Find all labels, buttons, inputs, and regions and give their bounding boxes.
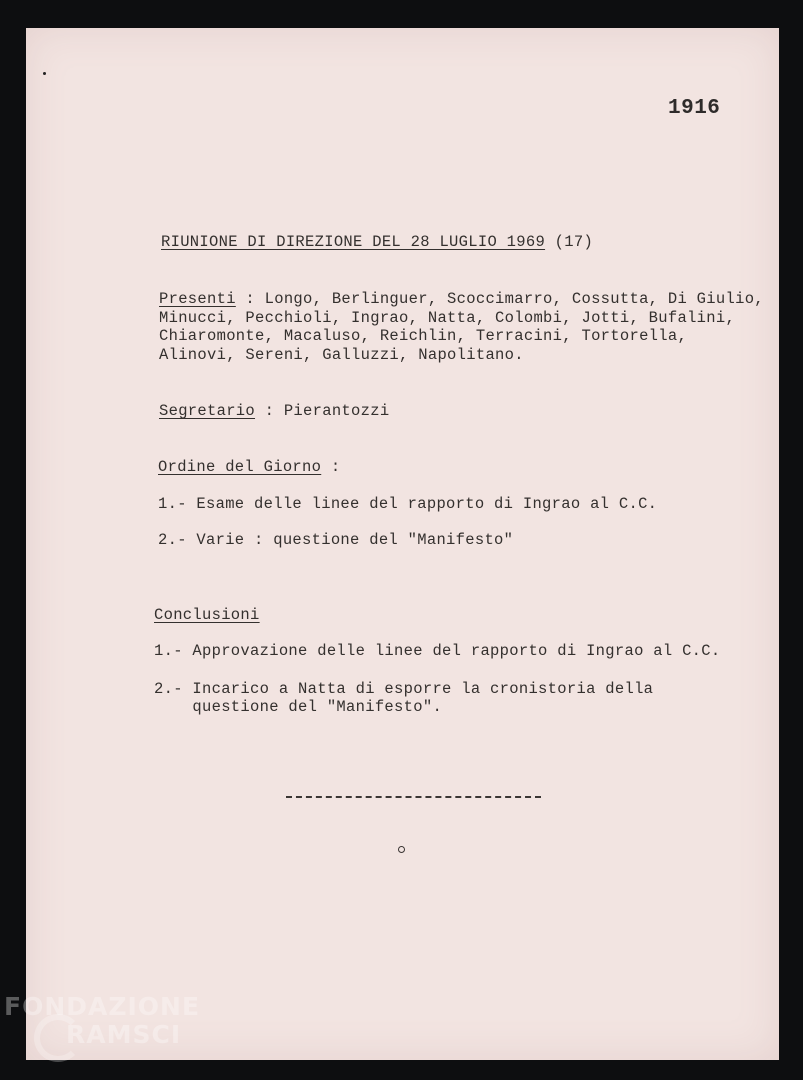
meeting-title-text: RIUNIONE DI DIREZIONE DEL 28 LUGLIO 1969 — [161, 233, 546, 251]
conclusioni-label: Conclusioni — [154, 606, 260, 624]
dashed-separator — [286, 796, 541, 798]
ordine-item-2: 2.- Varie : questione del "Manifesto" — [158, 531, 514, 549]
ordine-item-1: 1.- Esame delle linee del rapporto di Ingrao al C.C. — [158, 495, 658, 513]
presenti-label: Presenti — [159, 290, 236, 308]
presenti-line-1 — [159, 290, 764, 308]
presenti-line-2: Minucci, Pecchioli, Ingrao, Natta, Colombi, Jotti, Bufalini, — [159, 309, 736, 327]
meeting-title — [161, 233, 593, 251]
conclusioni-item-2-line-1: 2.- Incarico a Natta di esporre la cronistoria della — [154, 680, 654, 698]
presenti-line-3: Chiaromonte, Macaluso, Reichlin, Terracini, Tortorella, — [159, 327, 688, 345]
segretario-line — [159, 402, 389, 420]
ordine-heading — [158, 458, 340, 476]
page-number: 1916 — [668, 97, 721, 120]
presenti-line-4: Alinovi, Sereni, Galluzzi, Napolitano. — [159, 346, 524, 364]
ordine-label: Ordine del Giorno — [158, 458, 322, 476]
speck-mark — [43, 72, 46, 75]
meeting-number: (17) — [554, 233, 594, 251]
segretario-label: Segretario — [159, 402, 256, 420]
watermark-line-2: RAMSCI — [66, 1020, 182, 1049]
presenti-text-1: : Longo, Berlinguer, Scoccimarro, Cossutta, Di Giulio, — [235, 290, 764, 308]
conclusioni-heading — [154, 606, 260, 624]
watermark-line-1: FONDAZIONE — [4, 992, 201, 1021]
segretario-value: : Pierantozzi — [255, 402, 390, 420]
conclusioni-item-2-line-2: questione del "Manifesto". — [154, 698, 443, 716]
small-circle-mark — [398, 846, 405, 853]
ordine-suffix: : — [321, 458, 341, 476]
conclusioni-item-1: 1.- Approvazione delle linee del rapporto di Ingrao al C.C. — [154, 642, 721, 660]
